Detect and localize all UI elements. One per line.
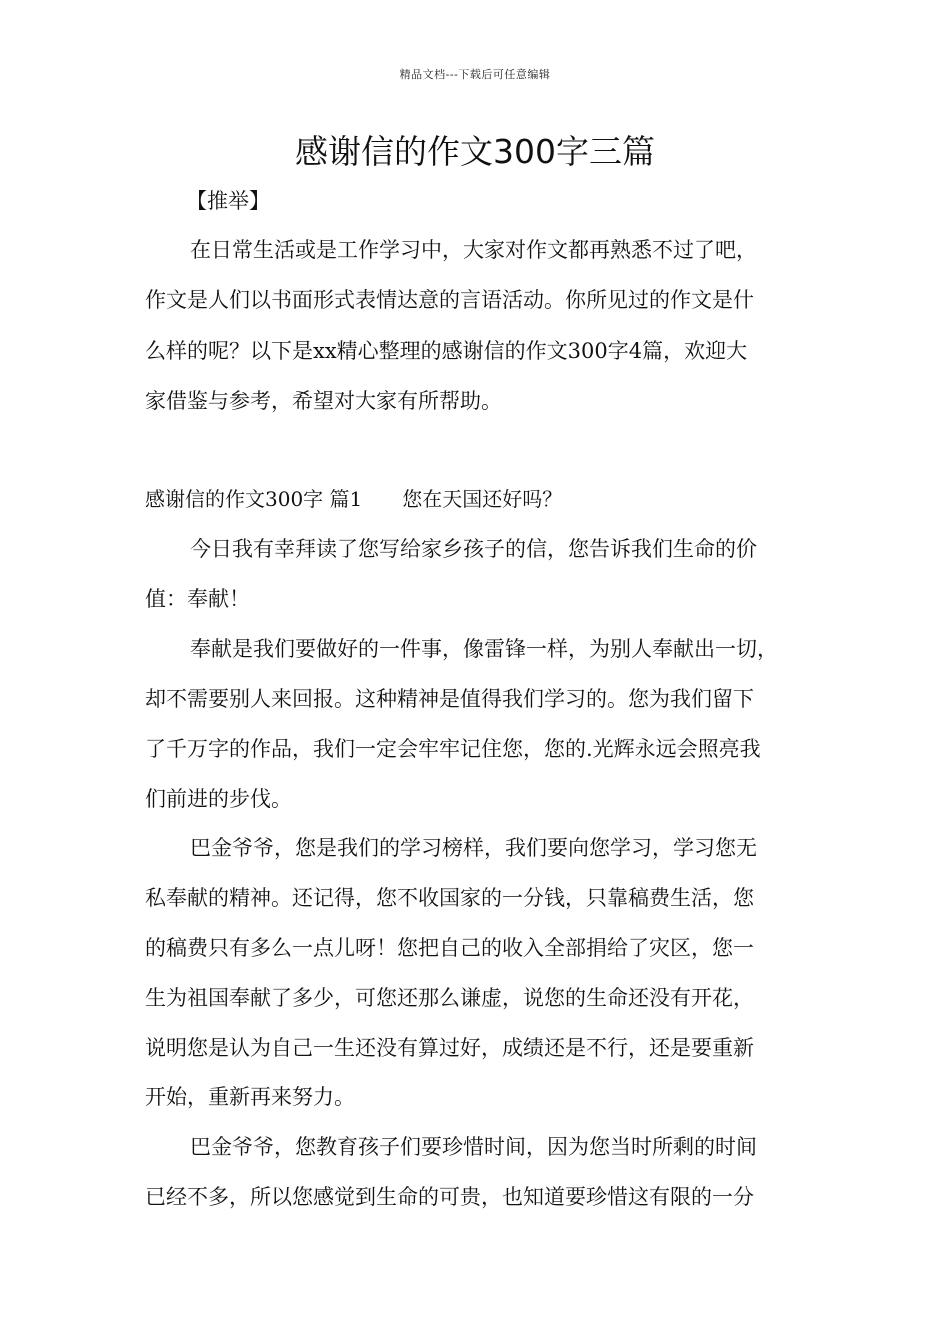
intro-line: 作文是人们以书面形式表情达意的言语活动。你所见过的作文是什 bbox=[145, 288, 754, 312]
paragraph-line: 私奉献的精神。还记得，您不收国家的一分钱，只靠稿费生活，您 bbox=[145, 886, 754, 910]
section-heading bbox=[145, 484, 562, 514]
document-title: 感谢信的作文300字三篇 bbox=[295, 132, 655, 171]
paragraph-line: 巴金爷爷，您是我们的学习榜样，我们要向您学习，学习您无 bbox=[190, 836, 757, 860]
paragraph-line: 说明您是认为自己一生还没有算过好，成绩还是不行，还是要重新 bbox=[145, 1036, 754, 1060]
paragraph-line: 今日我有幸拜读了您写给家乡孩子的信，您告诉我们生命的价 bbox=[190, 537, 757, 561]
paragraph-line: 们前进的步伐。 bbox=[145, 787, 292, 811]
section-subtitle: 您在天国还好吗？ bbox=[402, 487, 563, 511]
paragraph-line: 开始，重新再来努力。 bbox=[145, 1085, 355, 1109]
paragraph-line: 的稿费只有多么一点儿呀！您把自己的收入全部捐给了灾区，您一 bbox=[145, 936, 754, 960]
intro-line: 家借鉴与参考，希望对大家有所帮助。 bbox=[145, 389, 502, 413]
paragraph-line: 巴金爷爷，您教育孩子们要珍惜时间，因为您当时所剩的时间 bbox=[190, 1135, 757, 1159]
paragraph-line: 值：奉献！ bbox=[145, 587, 250, 611]
paragraph-line: 奉献是我们要做好的一件事，像雷锋一样，为别人奉献出一切， bbox=[190, 637, 778, 661]
page-header: 精品文档---下载后可任意编辑 bbox=[399, 68, 551, 81]
paragraph-line: 了千万字的作品，我们一定会牢牢记住您，您的.光辉永远会照亮我 bbox=[145, 737, 761, 761]
paragraph-line: 却不需要别人来回报。这种精神是值得我们学习的。您为我们留下 bbox=[145, 687, 754, 711]
paragraph-line: 已经不多，所以您感觉到生命的可贵，也知道要珍惜这有限的一分 bbox=[145, 1185, 754, 1209]
intro-line: 在日常生活或是工作学习中，大家对作文都再熟悉不过了吧， bbox=[190, 238, 757, 262]
section-heading-label: 感谢信的作文300字 篇1 bbox=[145, 487, 363, 511]
intro-line: 么样的呢？以下是xx精心整理的感谢信的作文300字4篇，欢迎大 bbox=[145, 339, 748, 363]
paragraph-line: 生为祖国奉献了多少，可您还那么谦虚，说您的生命还没有开花， bbox=[145, 986, 754, 1010]
tag-label: 【推举】 bbox=[186, 189, 270, 213]
